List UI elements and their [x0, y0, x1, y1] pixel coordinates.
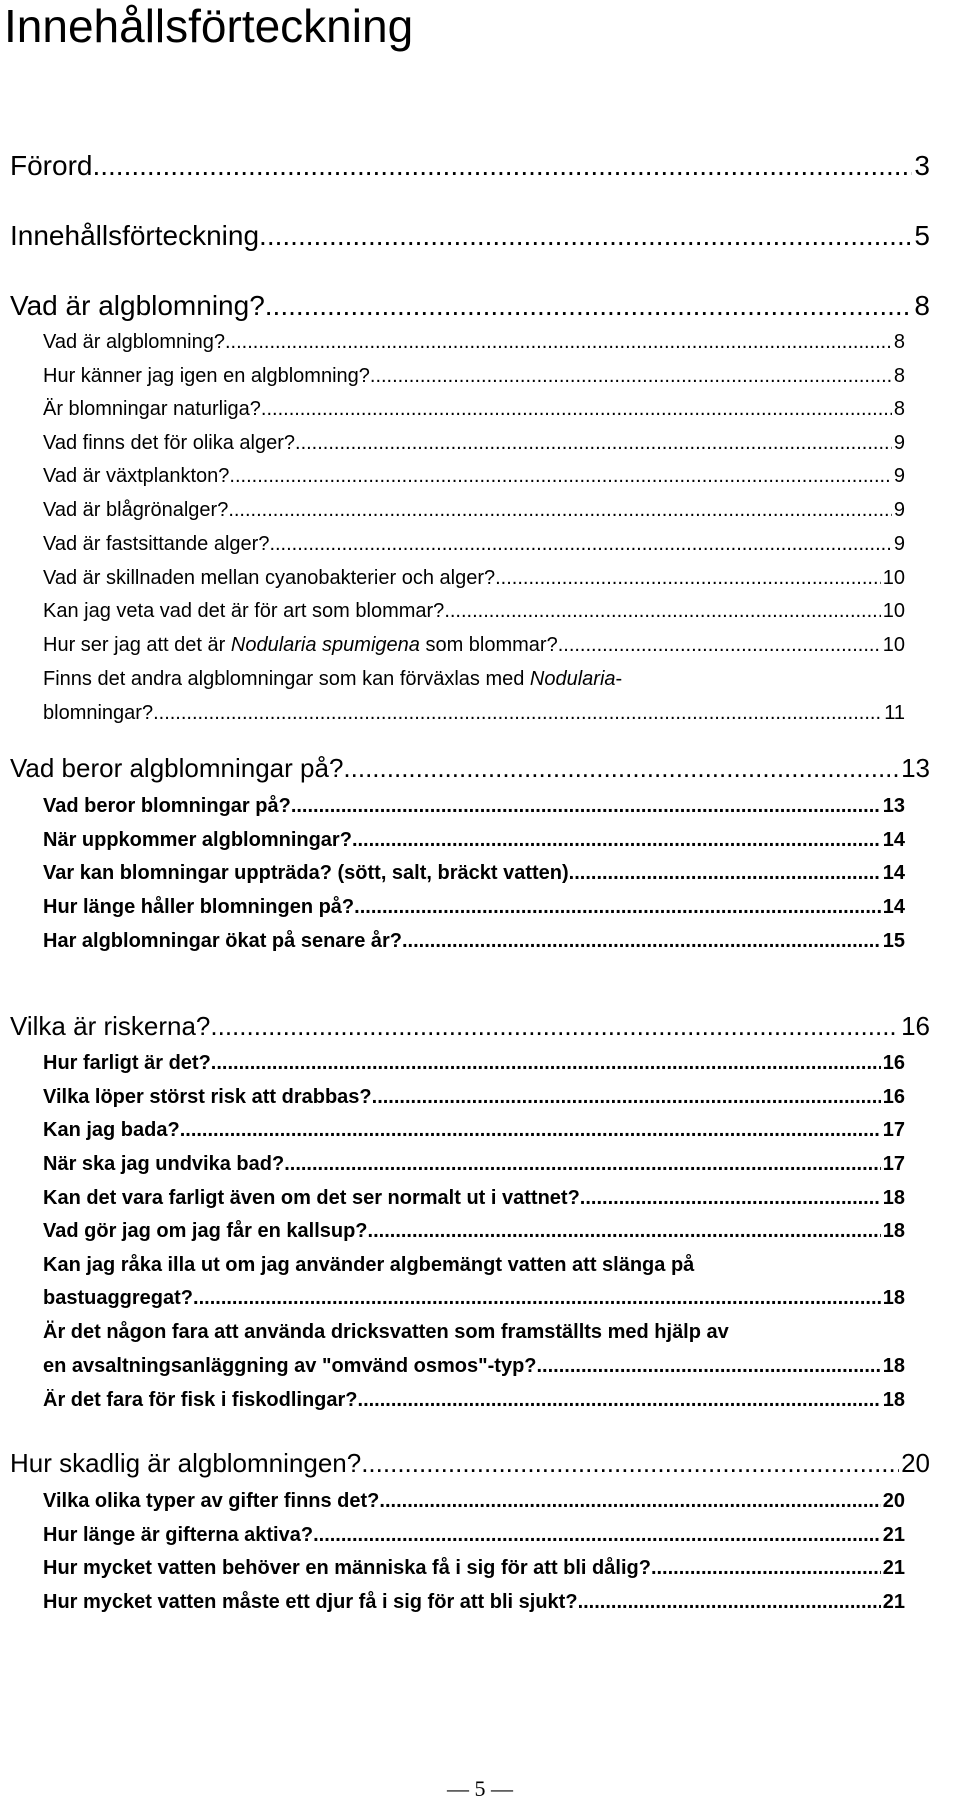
toc-section-title: Innehållsförteckning — [10, 220, 260, 251]
toc-entry[interactable] — [43, 795, 905, 818]
toc-leader-dots — [269, 533, 891, 556]
toc-entry[interactable] — [43, 432, 905, 455]
toc-page-number: 14 — [882, 896, 905, 918]
toc-entry-title: Hur mycket vatten måste ett djur få i sig för att bli sjukt? — [43, 1591, 578, 1613]
toc-leader-dots — [261, 398, 892, 421]
toc-page-number: 10 — [882, 567, 905, 589]
toc-entry-title: blomningar? — [43, 702, 154, 724]
toc-entry-title: Hur mycket vatten behöver en människa få i sig för att bli dålig? — [43, 1557, 651, 1579]
toc-entry[interactable] — [43, 1052, 905, 1075]
toc-entry[interactable] — [43, 829, 905, 852]
toc-entry-title: När ska jag undvika bad? — [43, 1153, 285, 1175]
toc-section-title: Vad är algblomning? — [10, 290, 265, 321]
toc-entry[interactable] — [43, 702, 905, 725]
toc-entry[interactable] — [43, 331, 905, 354]
toc-entry[interactable] — [43, 1355, 905, 1378]
toc-entry-title: Har algblomningar ökat på senare år? — [43, 930, 402, 952]
toc-page-number: 21 — [882, 1591, 905, 1613]
toc-entry[interactable] — [43, 1220, 905, 1243]
toc-page-number: 13 — [882, 795, 905, 817]
toc-entry-title: Vad är algblomning? — [43, 331, 225, 353]
toc-section-title: Vad beror algblomningar på? — [10, 753, 344, 783]
toc-page-number: 8 — [914, 290, 930, 321]
toc-entry[interactable] — [43, 533, 905, 556]
toc-section-risker[interactable] — [10, 1011, 930, 1042]
toc-entry-title: Vad beror blomningar på? — [43, 795, 291, 817]
toc-leader-dots — [372, 1086, 881, 1109]
toc-entry-title: Hur länge håller blomningen på? — [43, 896, 355, 918]
toc-leader-dots — [291, 795, 881, 818]
toc-leader-dots — [210, 1011, 899, 1042]
toc-entry[interactable] — [43, 398, 905, 421]
toc-section-title: Förord — [10, 150, 93, 181]
toc-entry[interactable] — [43, 896, 905, 919]
toc-page-number: 18 — [882, 1220, 905, 1242]
toc-page-number: 9 — [893, 465, 905, 487]
toc-page-number: 10 — [882, 634, 905, 656]
toc-page-number: 9 — [893, 533, 905, 555]
toc-entry-title: Hur ser jag att det är Nodularia spumigena som blommar? — [43, 634, 558, 656]
page-number-footer: — 5 — — [447, 1776, 513, 1801]
toc-page-number: 8 — [893, 331, 905, 353]
toc-page-number: 13 — [901, 753, 930, 783]
toc-leader-dots — [354, 896, 881, 919]
toc-entry-title: Vilka olika typer av gifter finns det? — [43, 1490, 380, 1512]
toc-entry[interactable] — [43, 1591, 905, 1614]
toc-entry-title: Kan jag bada? — [43, 1119, 180, 1141]
toc-page-number: 11 — [884, 702, 905, 724]
toc-entry[interactable] — [43, 634, 905, 657]
toc-leader-dots — [558, 634, 881, 657]
toc-page-number: 18 — [882, 1187, 905, 1209]
toc-entry[interactable] — [43, 862, 905, 885]
toc-leader-dots — [180, 1119, 881, 1142]
toc-page-number: 15 — [882, 930, 905, 952]
toc-page-number: 21 — [882, 1557, 905, 1579]
toc-section-orsaker[interactable] — [10, 753, 930, 784]
toc-leader-dots — [569, 862, 881, 885]
toc-entry[interactable] — [43, 1557, 905, 1580]
toc-section-skadlighet[interactable] — [10, 1448, 930, 1479]
toc-page-number: 17 — [882, 1119, 905, 1141]
toc-page-number: 5 — [914, 220, 930, 251]
toc-entry[interactable] — [43, 1524, 905, 1547]
toc-entry[interactable] — [43, 465, 905, 488]
toc-entry[interactable] — [43, 567, 905, 590]
toc-page-number: 21 — [882, 1524, 905, 1546]
toc-leader-dots — [295, 432, 892, 455]
toc-page-number: 8 — [893, 398, 905, 420]
toc-page-number: 16 — [901, 1011, 930, 1041]
toc-entry-title: Vilka löper störst risk att drabbas? — [43, 1086, 372, 1108]
toc-leader-dots — [578, 1591, 881, 1614]
toc-leader-dots — [580, 1187, 881, 1210]
toc-leader-dots — [361, 1448, 899, 1479]
toc-leader-dots — [193, 1287, 881, 1310]
toc-leader-dots — [265, 290, 913, 322]
toc-leader-dots — [444, 600, 880, 623]
toc-entry-title: bastuaggregat? — [43, 1287, 194, 1309]
toc-page-number: 16 — [882, 1052, 905, 1074]
toc-page-number: 20 — [882, 1490, 905, 1512]
toc-entry-title: Vad är blågrönalger? — [43, 499, 229, 521]
toc-entry-title: Kan det vara farligt även om det ser normalt ut i vattnet? — [43, 1187, 580, 1209]
toc-section-title: Hur skadlig är algblomningen? — [10, 1448, 362, 1478]
toc-leader-dots — [153, 702, 882, 725]
toc-page-number: 9 — [893, 432, 905, 454]
toc-leader-dots — [284, 1153, 881, 1176]
toc-page-number: 3 — [914, 150, 930, 181]
toc-leader-dots — [495, 567, 881, 590]
toc-entry-first-line[interactable]: Är det någon fara att använda dricksvatten som framställts med hjälp av — [43, 1321, 729, 1343]
toc-entry-first-line[interactable]: Kan jag råka illa ut om jag använder algbemängt vatten att slänga på — [43, 1254, 695, 1276]
toc-page-number: 10 — [882, 600, 905, 622]
toc-leader-dots — [368, 1220, 881, 1243]
toc-leader-dots — [225, 331, 892, 354]
toc-entry[interactable] — [43, 499, 905, 522]
toc-leader-dots — [343, 753, 899, 784]
toc-entry-title: Hur känner jag igen en algblomning? — [43, 365, 370, 387]
toc-entry-title: Är det fara för fisk i fiskodlingar? — [43, 1389, 358, 1411]
toc-leader-dots — [402, 930, 881, 953]
toc-leader-dots — [651, 1557, 881, 1580]
toc-entry[interactable] — [43, 1119, 905, 1142]
toc-entry[interactable] — [43, 1490, 905, 1513]
toc-entry-title: Var kan blomningar uppträda? (sött, salt, bräckt vatten) — [43, 862, 569, 884]
toc-entry[interactable] — [43, 1153, 905, 1176]
toc-entry-title: Vad gör jag om jag får en kallsup? — [43, 1220, 368, 1242]
toc-leader-dots — [228, 499, 892, 522]
toc-section-forord[interactable] — [10, 150, 930, 182]
toc-entry[interactable] — [43, 930, 905, 953]
toc-entry[interactable] — [43, 600, 905, 623]
toc-leader-dots — [379, 1490, 880, 1513]
toc-entry-title: Vad finns det för olika alger? — [43, 432, 296, 454]
toc-page-number: 17 — [882, 1153, 905, 1175]
toc-section-innehallsforteckning[interactable] — [10, 220, 930, 252]
toc-entry-title: När uppkommer algblomningar? — [43, 829, 352, 851]
toc-page-number: 9 — [893, 499, 905, 521]
toc-entry-title: Är blomningar naturliga? — [43, 398, 261, 420]
toc-section-algblomning[interactable] — [10, 290, 930, 322]
toc-leader-dots — [537, 1355, 881, 1378]
toc-leader-dots — [211, 1052, 881, 1075]
page-title: Innehållsförteckning — [4, 0, 414, 52]
toc-entry-title: Kan jag veta vad det är för art som blommar? — [43, 600, 445, 622]
toc-entry-title: en avsaltningsanläggning av "omvänd osmos"-typ? — [43, 1355, 537, 1377]
toc-entry-title: Vad är skillnaden mellan cyanobakterier och alger? — [43, 567, 496, 589]
toc-entry[interactable] — [43, 1086, 905, 1109]
toc-section-title: Vilka är riskerna? — [10, 1011, 211, 1041]
toc-page-number: 8 — [893, 365, 905, 387]
toc-leader-dots — [370, 365, 892, 388]
toc-leader-dots — [352, 829, 881, 852]
toc-entry[interactable] — [43, 365, 905, 388]
toc-page-number: 18 — [882, 1389, 905, 1411]
toc-page-number: 16 — [882, 1086, 905, 1108]
toc-page-number: 20 — [901, 1448, 930, 1478]
toc-entry-title: Vad är växtplankton? — [43, 465, 230, 487]
toc-entry[interactable] — [43, 1389, 905, 1412]
toc-leader-dots — [229, 465, 891, 488]
toc-entry-title: Hur länge är gifterna aktiva? — [43, 1524, 314, 1546]
toc-leader-dots — [358, 1389, 881, 1412]
toc-entry-first-line[interactable]: Finns det andra algblomningar som kan förväxlas med Nodularia- — [43, 668, 623, 690]
toc-page-number: 18 — [882, 1355, 905, 1377]
toc-leader-dots — [92, 150, 912, 182]
toc-entry[interactable] — [43, 1187, 905, 1210]
toc-entry-title: Hur farligt är det? — [43, 1052, 211, 1074]
toc-page-number: 18 — [882, 1287, 905, 1309]
toc-page-number: 14 — [882, 862, 905, 884]
toc-leader-dots — [313, 1524, 881, 1547]
toc-entry-title: Vad är fastsittande alger? — [43, 533, 270, 555]
toc-leader-dots — [259, 220, 912, 252]
toc-page-number: 14 — [882, 829, 905, 851]
toc-entry[interactable] — [43, 1287, 905, 1310]
